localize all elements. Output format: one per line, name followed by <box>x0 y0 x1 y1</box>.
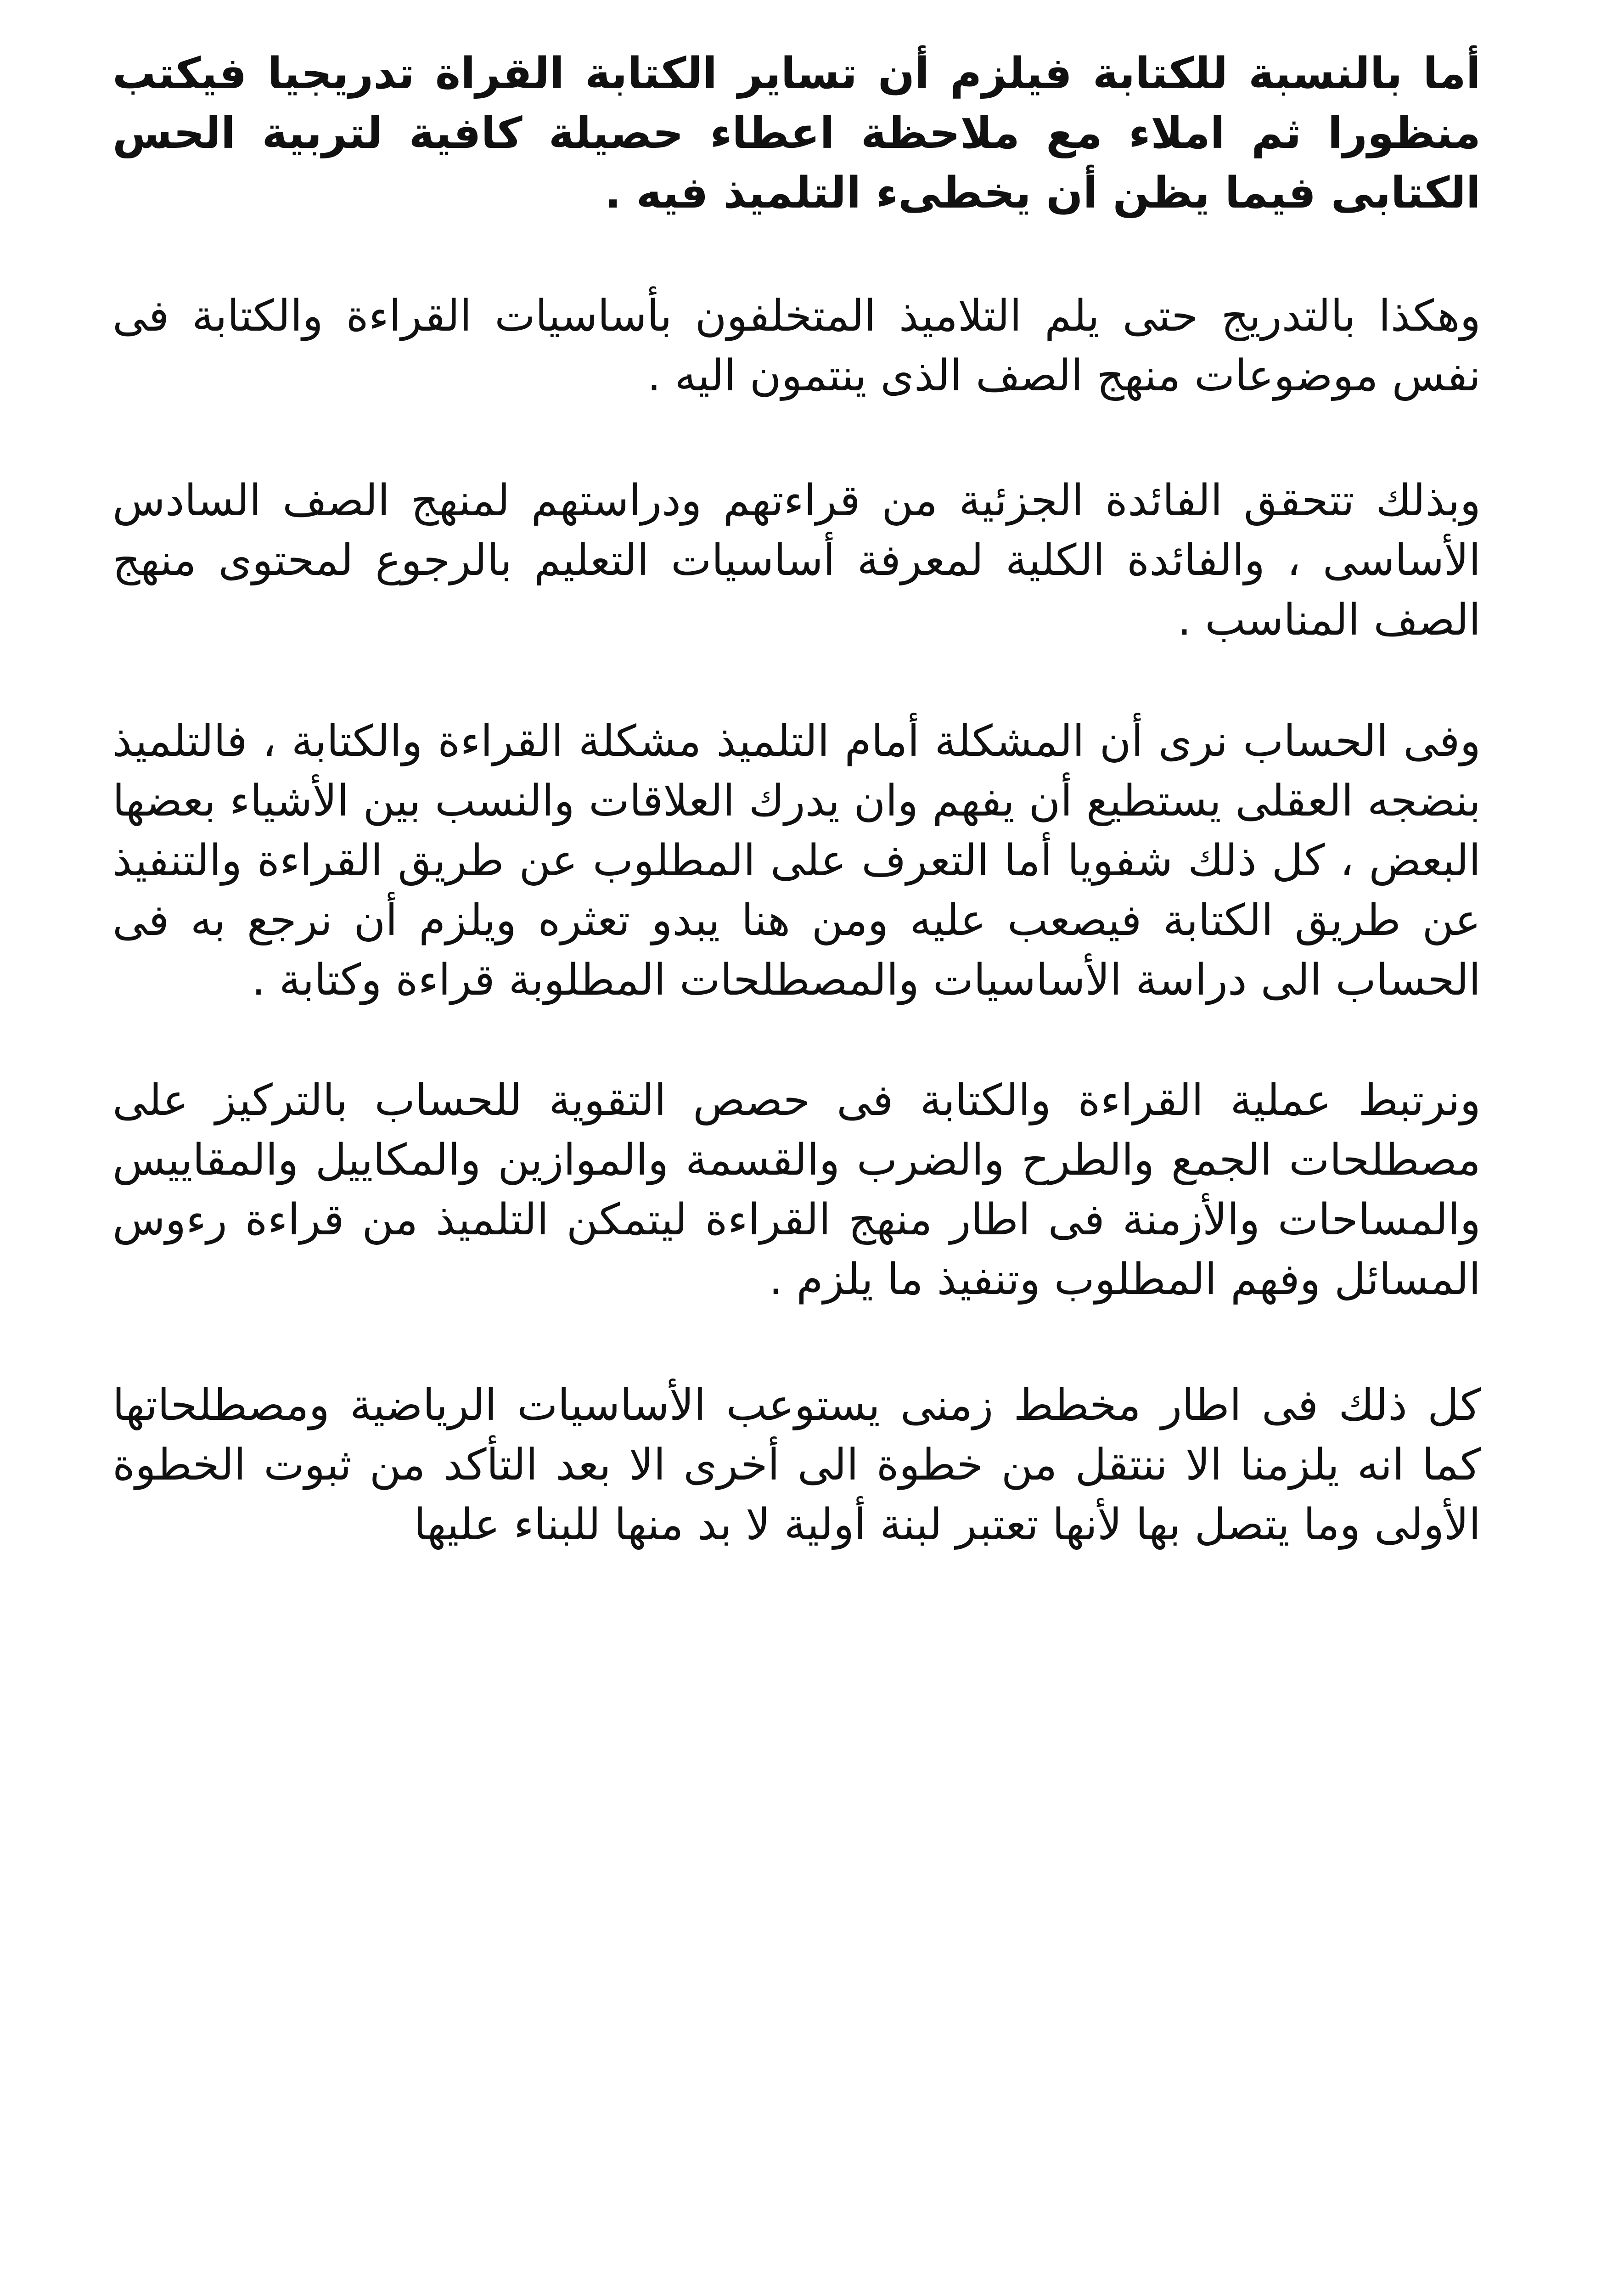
paragraph-arithmetic-reading-writing: وفى الحساب نرى أن المشكلة أمام التلميذ مشكلة القراءة والكتابة ، فالتلميذ بنضجه العقلى يستطيع أن يفهم وان يدرك العلاقات والنسب بين الأشياء بعضها البعض ، كل ذلك شفويا أما التعرف على المطلوب عن طريق القراءة والتنفيذ عن طريق الكتابة فيصعب عليه ومن هنا يبدو تعثره ويلزم أن نرجع به فى الحساب الى دراسة الأساسيات والمصطلحات المطلوبة قراءة وكتابة . <box>112 716 1481 1005</box>
paragraph-arithmetic-terms: ونرتبط عملية القراءة والكتابة فى حصص التقوية للحساب بالتركيز على مصطلحات الجمع والطرح والضرب والقسمة والموازين والمكاييل والمقاييس والمساحات والأزمنة فى اطار منهج القراءة ليتمكن التلميذ من قراءة رءوس المسائل وفهم المطلوب وتنفيذ ما يلزم . <box>112 1075 1481 1305</box>
paragraph-partial-and-total-benefit: وبذلك تتحقق الفائدة الجزئية من قراءتهم ودراستهم لمنهج الصف السادس الأساسى ، والفائدة الكلية لمعرفة أساسيات التعليم بالرجوع لمحتوى منهج الصف المناسب . <box>112 476 1481 645</box>
paragraph-gradual-basics: وهكذا بالتدريج حتى يلم التلاميذ المتخلفون بأساسيات القراءة والكتابة فى نفس موضوعات منهج الصف الذى ينتمون اليه . <box>112 291 1481 401</box>
document-body <box>112 44 1481 1555</box>
paragraph-time-plan: كل ذلك فى اطار مخطط زمنى يستوعب الأساسيات الرياضية ومصطلحاتها كما انه يلزمنا الا ننتقل من خطوة الى أخرى الا بعد التأكد من ثبوت الخطوة الأولى وما يتصل بها لأنها تعتبر لبنة أولية لا بد منها للبناء عليها <box>112 1380 1481 1550</box>
paragraph-writing-gradual: أما بالنسبة للكتابة فيلزم أن تساير الكتابة القراة تدريجيا فيكتب منظورا ثم املاء مع ملاحظة اعطاء حصيلة كافية لتربية الحس الكتابى فيما يظن أن يخطىء التلميذ فيه . <box>112 49 1481 218</box>
